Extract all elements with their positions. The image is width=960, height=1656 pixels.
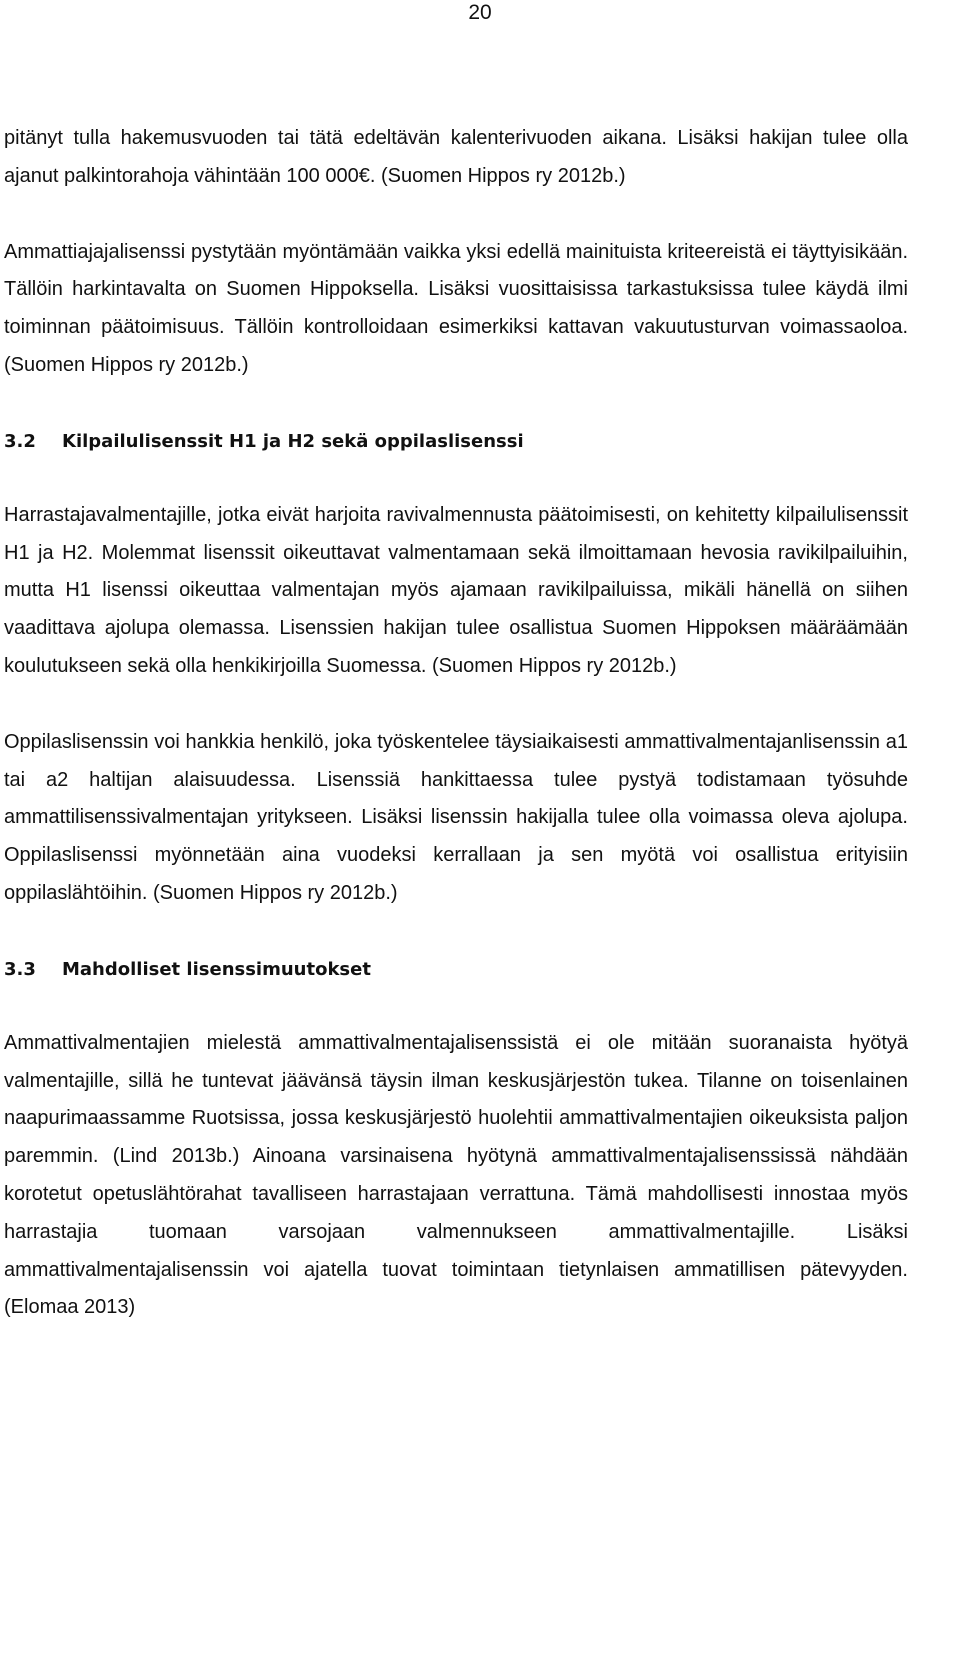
section-number: 3.2 xyxy=(4,430,36,452)
paragraph-student-license: Oppilaslisenssin voi hankkia henkilö, joka työskentelee täysiaikaisesti ammattivalmentajanlisenssin a1 tai a2 haltijan alaisuudessa. Lisenssiä hankittaessa tulee pystyä todistamaan työsuhde ammattilisenssivalmentajan yritykseen. Lisäksi lisenssin hakijalla tulee olla voimassa oleva ajolupa. Oppilaslisenssi myönnetään aina vuodeksi kerrallaan ja sen myötä voi osallistua erityisiin oppilaslähtöihin. (Suomen Hippos ry 2012b.) xyxy=(4,730,908,904)
paragraph-professional-driver-license: Ammattiajajalisenssi pystytään myöntämään vaikka yksi edellä mainituista kriteereistä ei täyttyisikään. Tällöin harkintavalta on Suomen Hippoksella. Lisäksi vuosittaisissa tarkastuksissa tulee käydä ilmi toiminnan päätoimisuus. Tällöin kontrolloidaan esimerkiksi kattavan vakuutusturvan voimassaoloa. (Suomen Hippos ry 2012b.) xyxy=(4,240,908,376)
section-number: 3.3 xyxy=(4,958,36,980)
page-number: 20 xyxy=(468,1,492,24)
section-title: Kilpailulisenssit H1 ja H2 sekä oppilaslisenssi xyxy=(62,430,524,452)
paragraph-competition-licenses: Harrastajavalmentajille, jotka eivät harjoita ravivalmennusta päätoimisesti, on kehitetty kilpailulisenssit H1 ja H2. Molemmat lisenssit oikeuttavat valmentamaan sekä ilmoittamaan hevosia ravikilpailuihin, mutta H1 lisenssi oikeuttaa valmentajan myös ajamaan ravikilpailuissa, mikäli hänellä on siihen vaadittava ajolupa olemassa. Lisenssien hakijan tulee osallistua Suomen Hippoksen määräämään koulutukseen sekä olla henkikirjoilla Suomessa. (Suomen Hippos ry 2012b.) xyxy=(4,503,908,677)
document-body xyxy=(4,120,908,1327)
paragraph-possible-license-changes: Ammattivalmentajien mielestä ammattivalmentajalisenssistä ei ole mitään suoranaista hyötyä valmentajille, sillä he tuntevat jäävänsä täysin ilman keskusjärjestön tukea. Tilanne on toisenlainen naapurimaassamme Ruotsissa, jossa keskusjärjestö huolehtii ammattivalmentajien oikeuksista paljon paremmin. (Lind 2013b.) Ainoana varsinaisena hyötynä ammattivalmentajalisenssissä nähdään korotetut opetuslähtörahat tavalliseen harrastajaan verrattuna. Tämä mahdollisesti innostaa myös harrastajia tuomaan varsojaan valmennukseen ammattivalmentajille. Lisäksi ammattivalmentajalisenssin voi ajatella tuovat toimintaan tietynlaisen ammatillisen pätevyyden. (Elomaa 2013) xyxy=(4,1031,908,1319)
section-title: Mahdolliset lisenssimuutokset xyxy=(62,958,371,980)
section-heading-3-2 xyxy=(4,429,908,455)
paragraph-license-requirements-end: pitänyt tulla hakemusvuoden tai tätä edeltävän kalenterivuoden aikana. Lisäksi hakijan tulee olla ajanut palkintorahoja vähintään 100 000€. (Suomen Hippos ry 2012b.) xyxy=(4,127,908,187)
section-heading-3-3 xyxy=(4,957,908,983)
